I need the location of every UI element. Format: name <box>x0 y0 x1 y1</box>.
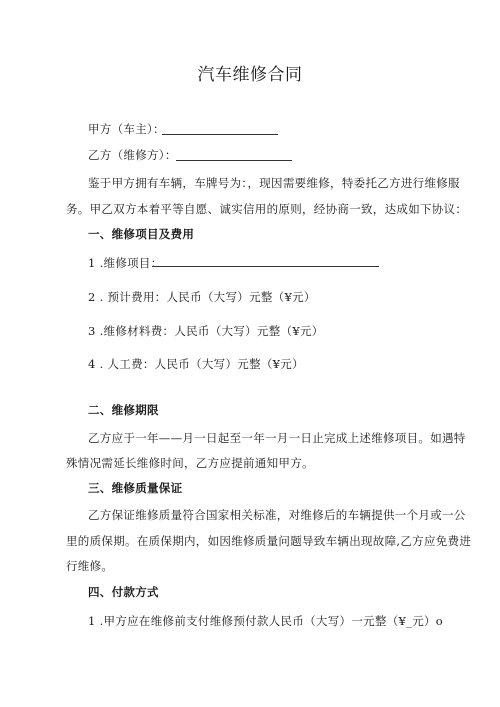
section-4-item-1: 1 .甲方应在维修前支付维修预付款人民币（大写）一元整（¥_元）o <box>88 614 444 628</box>
section-4-heading: 四、付款方式 <box>88 585 159 599</box>
section-3-line-2: 里的质保期。在质保期内，如因维修质量问题导致车辆出现故障,乙方应免费进 <box>66 534 472 548</box>
section-1-item-4: 4 . 人工费：人民币（大写）元整（¥元） <box>88 357 304 371</box>
repair-items-blank <box>152 266 379 267</box>
section-3-line-1: 乙方保证维修质量符合国家相关标准，对维修后的车辆提供一个月或一公 <box>88 508 466 522</box>
party-a-label: 甲方（车主）： <box>88 122 165 136</box>
party-a-blank <box>162 134 278 135</box>
section-3-heading: 三、维修质量保证 <box>88 481 183 495</box>
section-2-line-2: 殊情况需延长维修时间，乙方应提前通知甲方。 <box>66 456 314 470</box>
preamble-line-2: 务。甲乙双方本着平等自愿、诚实信用的原则，经协商一致，达成如下协议： <box>66 202 468 216</box>
document-title: 汽车维修合同 <box>197 65 303 85</box>
preamble-line-1: 鉴于甲方拥有车辆，车牌号为：，现因需要维修，特委托乙方进行维修服 <box>88 176 460 190</box>
section-1-item-3: 3 .维修材料费：人民币（大写）元整（¥元） <box>88 324 324 338</box>
party-b-label: 乙方（维修方）： <box>88 148 177 162</box>
party-b-blank <box>176 160 292 161</box>
section-1-heading: 一、维修项目及费用 <box>88 227 195 241</box>
section-3-line-3: 行维修。 <box>66 559 114 573</box>
section-1-item-2: 2 . 预计费用：人民币（大写）元整（¥元） <box>88 290 316 304</box>
section-2-line-1: 乙方应于一年——月一日起至一年一月一日止完成上述维修项目。如遇特 <box>88 431 466 445</box>
section-1-item-1: 1 .维修项目： <box>88 256 163 270</box>
section-2-heading: 二、维修期限 <box>88 403 159 417</box>
